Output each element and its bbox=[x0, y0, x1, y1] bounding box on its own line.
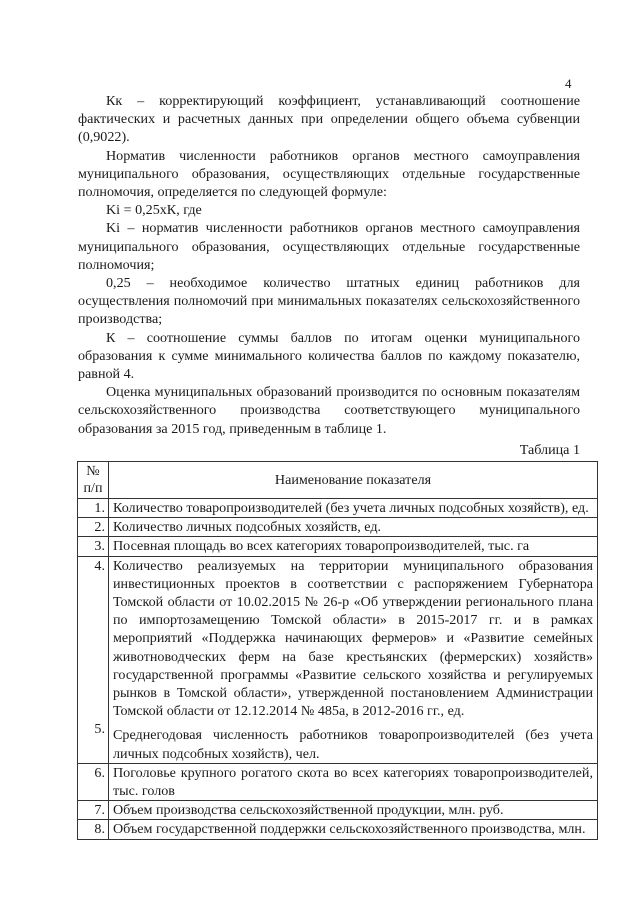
paragraph-coefficient-025: 0,25 – необходимое количество штатных единиц работников для осуществления полномочий при минимальных показателях сельскохозяйственного производства; bbox=[78, 275, 580, 328]
row-text: Среднегодовая численность работников товаропроизводителей (без учета личных подсобных хозяйств), чел. bbox=[113, 727, 593, 762]
row-number: 8. bbox=[78, 820, 109, 839]
row-text: Количество реализуемых на территории муниципального образования инвестиционных проектов в соответствии с распоряжением Губернатора Томской области от 10.02.2015 № 26-р «Об утверждении регионального плана по импортозамещению Томской области» в 2015-2017 гг. и в рамках мероприятий «Поддержка начинающих фермеров» и «Развитие семейных животноводческих ферм на базе крестьянских (фермерских) хозяйств» государственной программы «Развитие сельского хозяйства и регулируемых рынков в Томской области», утвержденной постановлением Администрации Томской области от 12.12.2014 № 485а, в 2012-2016 гг., ед. bbox=[113, 557, 593, 720]
row-text: Количество товаропроизводителей (без учета личных подсобных хозяйств), ед. bbox=[109, 499, 598, 518]
row-text: Поголовье крупного рогатого скота во всех категориях товаропроизводителей, тыс. голов bbox=[109, 763, 598, 800]
header-number-abbr: п/п bbox=[83, 480, 103, 496]
paragraph-k-definition: К – соотношение суммы баллов по итогам оценки муниципального образования к сумме минимального количества баллов по каждому показателю, равной 4. bbox=[78, 329, 580, 383]
table-row bbox=[78, 763, 598, 800]
row-number: 3. bbox=[78, 537, 109, 556]
header-number-cell bbox=[78, 462, 109, 499]
table-row-merged bbox=[78, 556, 598, 763]
paragraph-formula: Ki = 0,25хК, где bbox=[106, 202, 202, 219]
row-number: 4. bbox=[94, 557, 105, 574]
table-caption: Таблица 1 bbox=[519, 442, 580, 458]
paragraph-correction-coefficient: Кк – корректирующий коэффициент, устанавливающий соотношение фактических и расчетных данных при определении общего объема субвенции (0,9022). bbox=[78, 93, 580, 146]
indicators-table bbox=[77, 461, 598, 840]
header-name-cell: Наименование показателя bbox=[109, 462, 598, 499]
row-number: 1. bbox=[78, 499, 109, 518]
body-text bbox=[78, 92, 580, 438]
table-row bbox=[78, 537, 598, 556]
table-row bbox=[78, 499, 598, 518]
header-number-sign: № bbox=[86, 463, 100, 479]
paragraph-ki-definition: Ki – норматив численности работников органов местного самоуправления муниципального образования, осуществляющих отдельные государственные полномочия; bbox=[78, 220, 580, 273]
row-text: Количество личных подсобных хозяйств, ед. bbox=[109, 518, 598, 537]
table-row bbox=[78, 801, 598, 820]
table-row bbox=[78, 820, 598, 839]
row-text: Объем производства сельскохозяйственной продукции, млн. руб. bbox=[109, 801, 598, 820]
row-text: Посевная площадь во всех категориях товаропроизводителей, тыс. га bbox=[109, 537, 598, 556]
row-text: Объем государственной поддержки сельскохозяйственного производства, млн. bbox=[109, 820, 598, 839]
row-number: 2. bbox=[78, 518, 109, 537]
table-row bbox=[78, 518, 598, 537]
paragraph-staff-norm-intro: Норматив численности работников органов местного самоуправления муниципального образования, осуществляющих отдельные государственные полномочия, определяется по следующей формуле: bbox=[78, 147, 580, 201]
page-number: 4 bbox=[565, 76, 572, 91]
paragraph-evaluation: Оценка муниципальных образований производится по основным показателям сельскохозяйственного производства соответствующего муниципального образования за 2015 год, приведенным в таблице 1. bbox=[78, 384, 580, 437]
row-number: 7. bbox=[78, 801, 109, 820]
row-number-merged bbox=[78, 556, 109, 763]
row-number: 5. bbox=[94, 721, 105, 738]
row-text-merged bbox=[109, 556, 598, 763]
table-header-row bbox=[78, 462, 598, 499]
row-number: 6. bbox=[78, 763, 109, 800]
